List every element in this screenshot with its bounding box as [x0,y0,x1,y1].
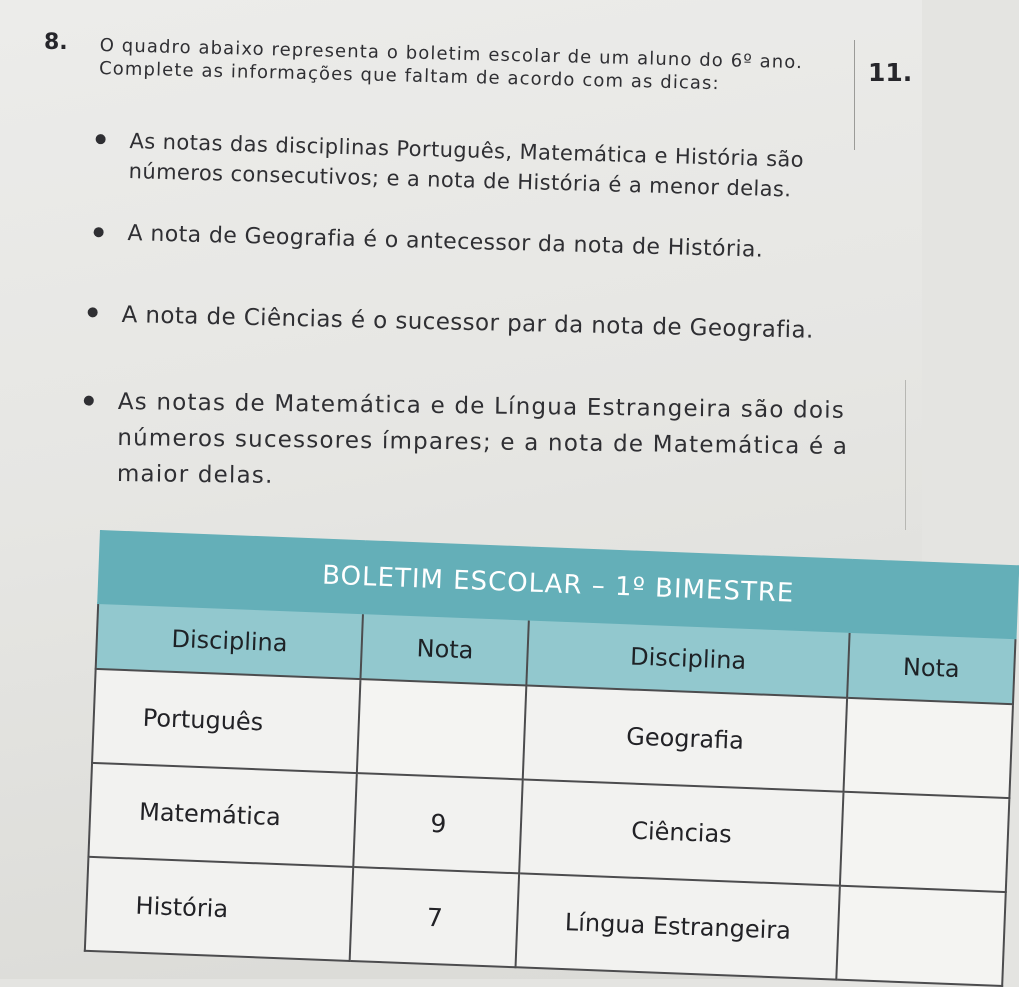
subject-cell: Geografia [523,685,847,791]
subject-cell: História [85,857,354,961]
tip-text: As notas de Matemática e de Língua Estrangeira são dois números sucessores ímpares; e a nota de Matemática é a maior delas. [116,388,849,489]
subject-cell: Português [92,669,361,773]
subject-cell: Ciências [519,779,843,885]
tip-item [121,298,892,349]
bullet-icon [95,134,105,144]
grade-cell: 9 [354,773,523,873]
tip-item [127,218,888,270]
header-subject-right: Disciplina [527,620,850,698]
tip-item [117,384,918,502]
header-subject-left: Disciplina [96,603,364,679]
grade-cell: 7 [350,867,519,967]
bullet-icon [88,307,98,317]
question-number: 8. [44,30,68,55]
grade-cell-blank[interactable] [836,886,1005,986]
report-card-table [84,530,1019,987]
report-card-title: BOLETIM ESCOLAR – 1º BIMESTRE [98,531,1018,638]
subject-cell: Matemática [88,763,357,867]
grade-cell-blank[interactable] [844,698,1013,798]
grade-cell-blank[interactable] [840,792,1009,892]
question-intro: O quadro abaixo representa o boletim escolar de um aluno do 6º ano. Complete as informações que faltam de acordo com as dicas: [98,34,804,95]
subject-cell: Língua Estrangeira [516,873,840,979]
grade-cell-blank[interactable] [357,679,526,779]
tip-text: A nota de Geografia é o antecessor da nota de História. [127,220,764,263]
tip-text: As notas das disciplinas Português, Matemática e História são números consecutivos; e a nota de História é a menor delas. [128,128,805,202]
tip-text: A nota de Ciências é o sucessor par da nota de Geografia. [121,301,815,344]
column-divider [854,40,855,150]
header-grade-left: Nota [361,613,529,685]
tip-item [128,126,859,206]
next-question-number: 11. [868,58,913,87]
bullet-icon [84,396,94,406]
header-grade-right: Nota [847,632,1015,704]
bullet-icon [93,227,103,237]
